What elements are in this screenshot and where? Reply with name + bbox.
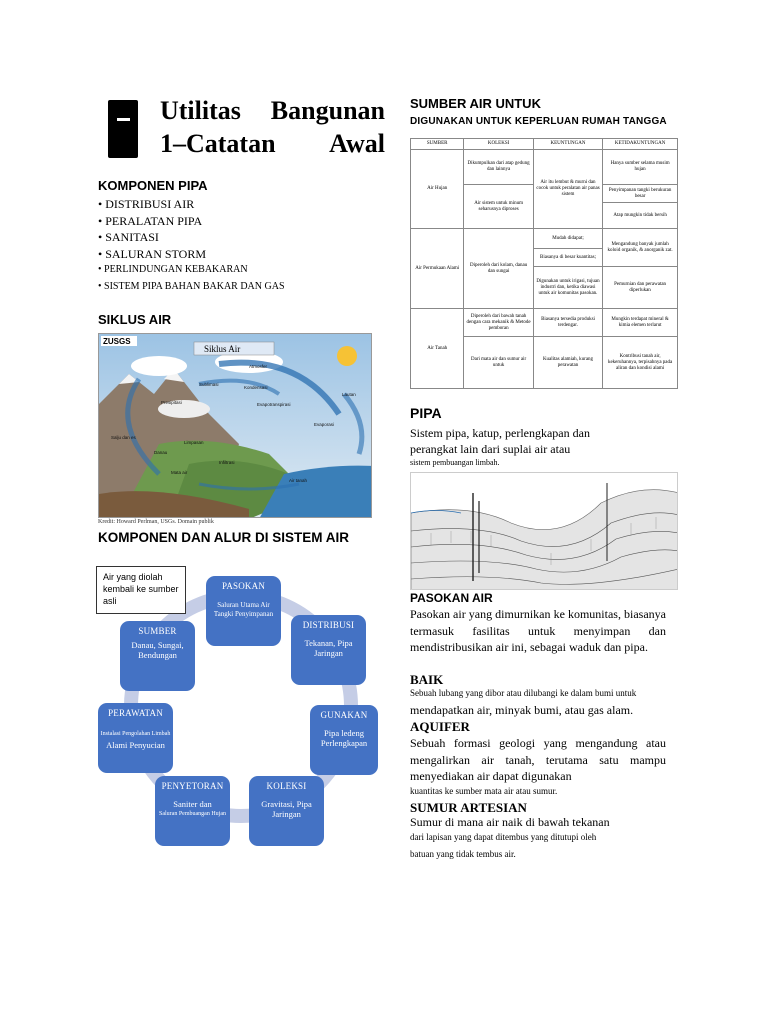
table-cell: Penyimpanan tangki berukuran besar — [603, 185, 678, 203]
list-item: • SISTEM PIPA BAHAN BAKAR DAN GAS — [98, 280, 285, 292]
komponen-pipa-heading: KOMPONEN PIPA — [98, 178, 208, 193]
flow-node-pasokan — [206, 576, 281, 646]
table-cell: Atap mungkin tidak bersih — [603, 203, 678, 229]
komponen-pipa-list — [98, 196, 285, 295]
baik-heading: BAIK — [410, 672, 444, 687]
table-row — [411, 229, 678, 249]
usgs-logo: ZUSGS — [103, 337, 131, 346]
cycle-label: Atmosfer — [249, 364, 268, 369]
node-desc: Pipa ledeng Perlengkapan — [320, 728, 368, 748]
cycle-label: Mata air — [171, 470, 188, 475]
pasokan-air-heading: PASOKAN AIR — [410, 591, 493, 605]
table-cell: Biasanya di besar kuantitas; — [533, 249, 602, 267]
table-header: SUMBER — [411, 139, 464, 150]
aquifer-text-small: kuantitas ke sumber mata air atau sumur. — [410, 786, 558, 796]
node-title: DISTRIBUSI — [302, 620, 355, 630]
table-header: KETIDAKUNTUNGAN — [603, 139, 678, 150]
cycle-label: Lautan — [342, 392, 356, 397]
pipa-heading: PIPA — [410, 405, 442, 421]
flow-callout: Air yang diolah kembali ke sumber asli — [96, 566, 186, 614]
table-cell: Air Tanah — [411, 309, 464, 389]
baik-text-line2: mendapatkan air, minyak bumi, atau gas alam. — [410, 703, 634, 717]
sumur-text-line1: Sumur di mana air naik di bawah tekanan — [410, 815, 610, 829]
cycle-label: Evaporasi — [314, 422, 335, 427]
table-cell: Digunakan untuk irigasi, tujuan industri dan, ketika diawasi untuk air komunitas pasokan. — [533, 267, 602, 309]
table-cell: Mudah didapat; — [533, 229, 602, 249]
flow-node-perawatan — [98, 703, 173, 773]
baik-text-line1: Sebuah lubang yang dibor atau dilubangi ke dalam bumi untuk — [410, 688, 637, 698]
sumur-artesian-heading: SUMUR ARTESIAN — [410, 800, 527, 815]
image-credit: Kredit: Howard Perlman, USGs. Domain publik — [98, 519, 214, 525]
node-title: KOLEKSI — [266, 781, 307, 791]
cycle-label: Danau — [154, 450, 168, 455]
sumber-air-subheading: DIGUNAKAN UNTUK KEPERLUAN RUMAH TANGGA — [410, 116, 667, 127]
aquifer-heading: AQUIFER — [410, 719, 470, 734]
flow-node-distribusi — [291, 615, 366, 685]
cycle-label: Evapotranspirasi — [257, 402, 291, 407]
aquifer-text: Sebuah formasi geologi yang mengandung atau mengalirkan air tanah, terutama satu mampu menyediakan air dapat digunakan — [410, 736, 666, 783]
node-desc: Saluran Utama Air Tangki Penyimpanan — [213, 601, 274, 618]
table-cell: Air Hujan — [411, 150, 464, 229]
sumber-air-heading: SUMBER AIR UNTUK — [410, 96, 541, 111]
table-cell: Air sistem untuk minum seharusnya diproses — [464, 185, 533, 229]
cycle-label: Kondensasi — [244, 385, 268, 390]
table-cell: Hanya sumber selama musim hujan — [603, 150, 678, 185]
node-desc: Gravitasi, Pipa Jaringan — [261, 799, 312, 819]
flow-node-koleksi — [249, 776, 324, 846]
node-desc: Instalasi Pengolahan Limbah — [100, 731, 171, 737]
list-item: • SANITASI — [98, 230, 159, 244]
sumur-text-line3: batuan yang tidak tembus air. — [410, 849, 516, 859]
table-cell: Kualitas alamiah, kurang perawatan — [533, 337, 602, 389]
table-row — [411, 150, 678, 185]
node-desc: Tekanan, Pipa Jaringan — [304, 638, 353, 658]
aquifer-cross-section-illustration — [410, 472, 678, 590]
table-header-row — [411, 139, 678, 150]
table-cell: Air itu lembut & murni dan cocok untuk peralatan air panas sistem — [533, 150, 602, 229]
pipa-definition: Sistem pipa, katup, perlengkapan dan perangkat lain dari suplai air atau — [410, 426, 590, 456]
table-cell: Mungkin terdapat mineral & kimia elemen terlarut — [603, 309, 678, 337]
cycle-label: Infiltrasi — [219, 460, 235, 465]
node-title: PENYETORAN — [161, 781, 224, 791]
table-header: KOLEKSI — [464, 139, 533, 150]
table-cell: Kontribusi tanah air, kekeruhannya, terpisahnya pada aliran dan kondisi alami — [603, 337, 678, 389]
table-cell: Dikumpulkan dari atap gedung dan lainnya — [464, 150, 533, 185]
node-desc: Saniter dan — [173, 799, 212, 809]
list-item: • PERALATAN PIPA — [98, 213, 203, 228]
node-title: PASOKAN — [221, 581, 266, 591]
list-item: • DISTRIBUSI AIR — [98, 197, 195, 211]
table-cell: Biasanya tersedia produksi terdengar. — [533, 309, 602, 337]
table-cell: Diperoleh dari bawah tanah dengan cara mekanik & Metode pemboran — [464, 309, 533, 337]
water-cycle-title: Siklus Air — [204, 344, 241, 354]
water-cycle-illustration — [98, 333, 372, 518]
table-cell: Pemurnian dan perawatan diperlukan — [603, 267, 678, 309]
node-title: PERAWATAN — [108, 708, 163, 718]
node-title: SUMBER — [138, 626, 177, 636]
cross-section-svg — [411, 473, 678, 590]
list-item: • SALURAN STORM — [98, 246, 206, 261]
komponen-alur-heading: KOMPONEN DAN ALUR DI SISTEM AIR — [98, 530, 350, 545]
table-row — [411, 309, 678, 337]
pipa-definition-small: sistem pembuangan limbah. — [410, 458, 500, 467]
sumur-text-line2: dari lapisan yang dapat ditembus yang ditutupi oleh — [410, 832, 597, 842]
table-cell: Diperoleh dari kolam, danau dan sungai — [464, 229, 533, 309]
notebook-icon — [108, 100, 138, 158]
node-desc: Danau, Sungai, Bendungan — [131, 640, 184, 660]
sumber-air-table — [410, 138, 678, 389]
flow-node-sumber — [120, 621, 195, 691]
flow-node-penyetoran — [155, 776, 230, 846]
node-desc: Saluran Pembuangan Hujan — [159, 811, 226, 817]
cycle-label: Salju dan es — [111, 435, 136, 440]
cycle-label: Sublimasi — [199, 382, 219, 387]
node-title: GUNAKAN — [320, 710, 368, 720]
list-item: • PERLINDUNGAN KEBAKARAN — [98, 264, 248, 275]
table-cell: Air Permukaan Alami — [411, 229, 464, 309]
table-cell: Dari mata air dan sumur air untuk — [464, 337, 533, 389]
siklus-air-heading: SIKLUS AIR — [98, 312, 172, 327]
water-cycle-svg — [99, 334, 372, 518]
page-title: Utilitas Bangunan 1–Catatan Awal — [160, 96, 385, 158]
pasokan-air-text: Pasokan air yang dimurnikan ke komunitas, biasanya termasuk fasilitas untuk menyimpan dan mendistribusikan air ini, sebagai waduk dan pipa. — [410, 607, 666, 654]
table-header: KEUNTUNGAN — [533, 139, 602, 150]
cycle-label: Limpasan — [184, 440, 204, 445]
cycle-label: Air tanah — [289, 478, 308, 483]
cycle-label: Presipitasi — [161, 400, 182, 405]
table-cell: Mengandung banyak jumlah koloid organik, & anorganik zat. — [603, 229, 678, 267]
node-desc: Alami Penyucian — [106, 740, 165, 750]
flow-node-gunakan — [310, 705, 378, 775]
